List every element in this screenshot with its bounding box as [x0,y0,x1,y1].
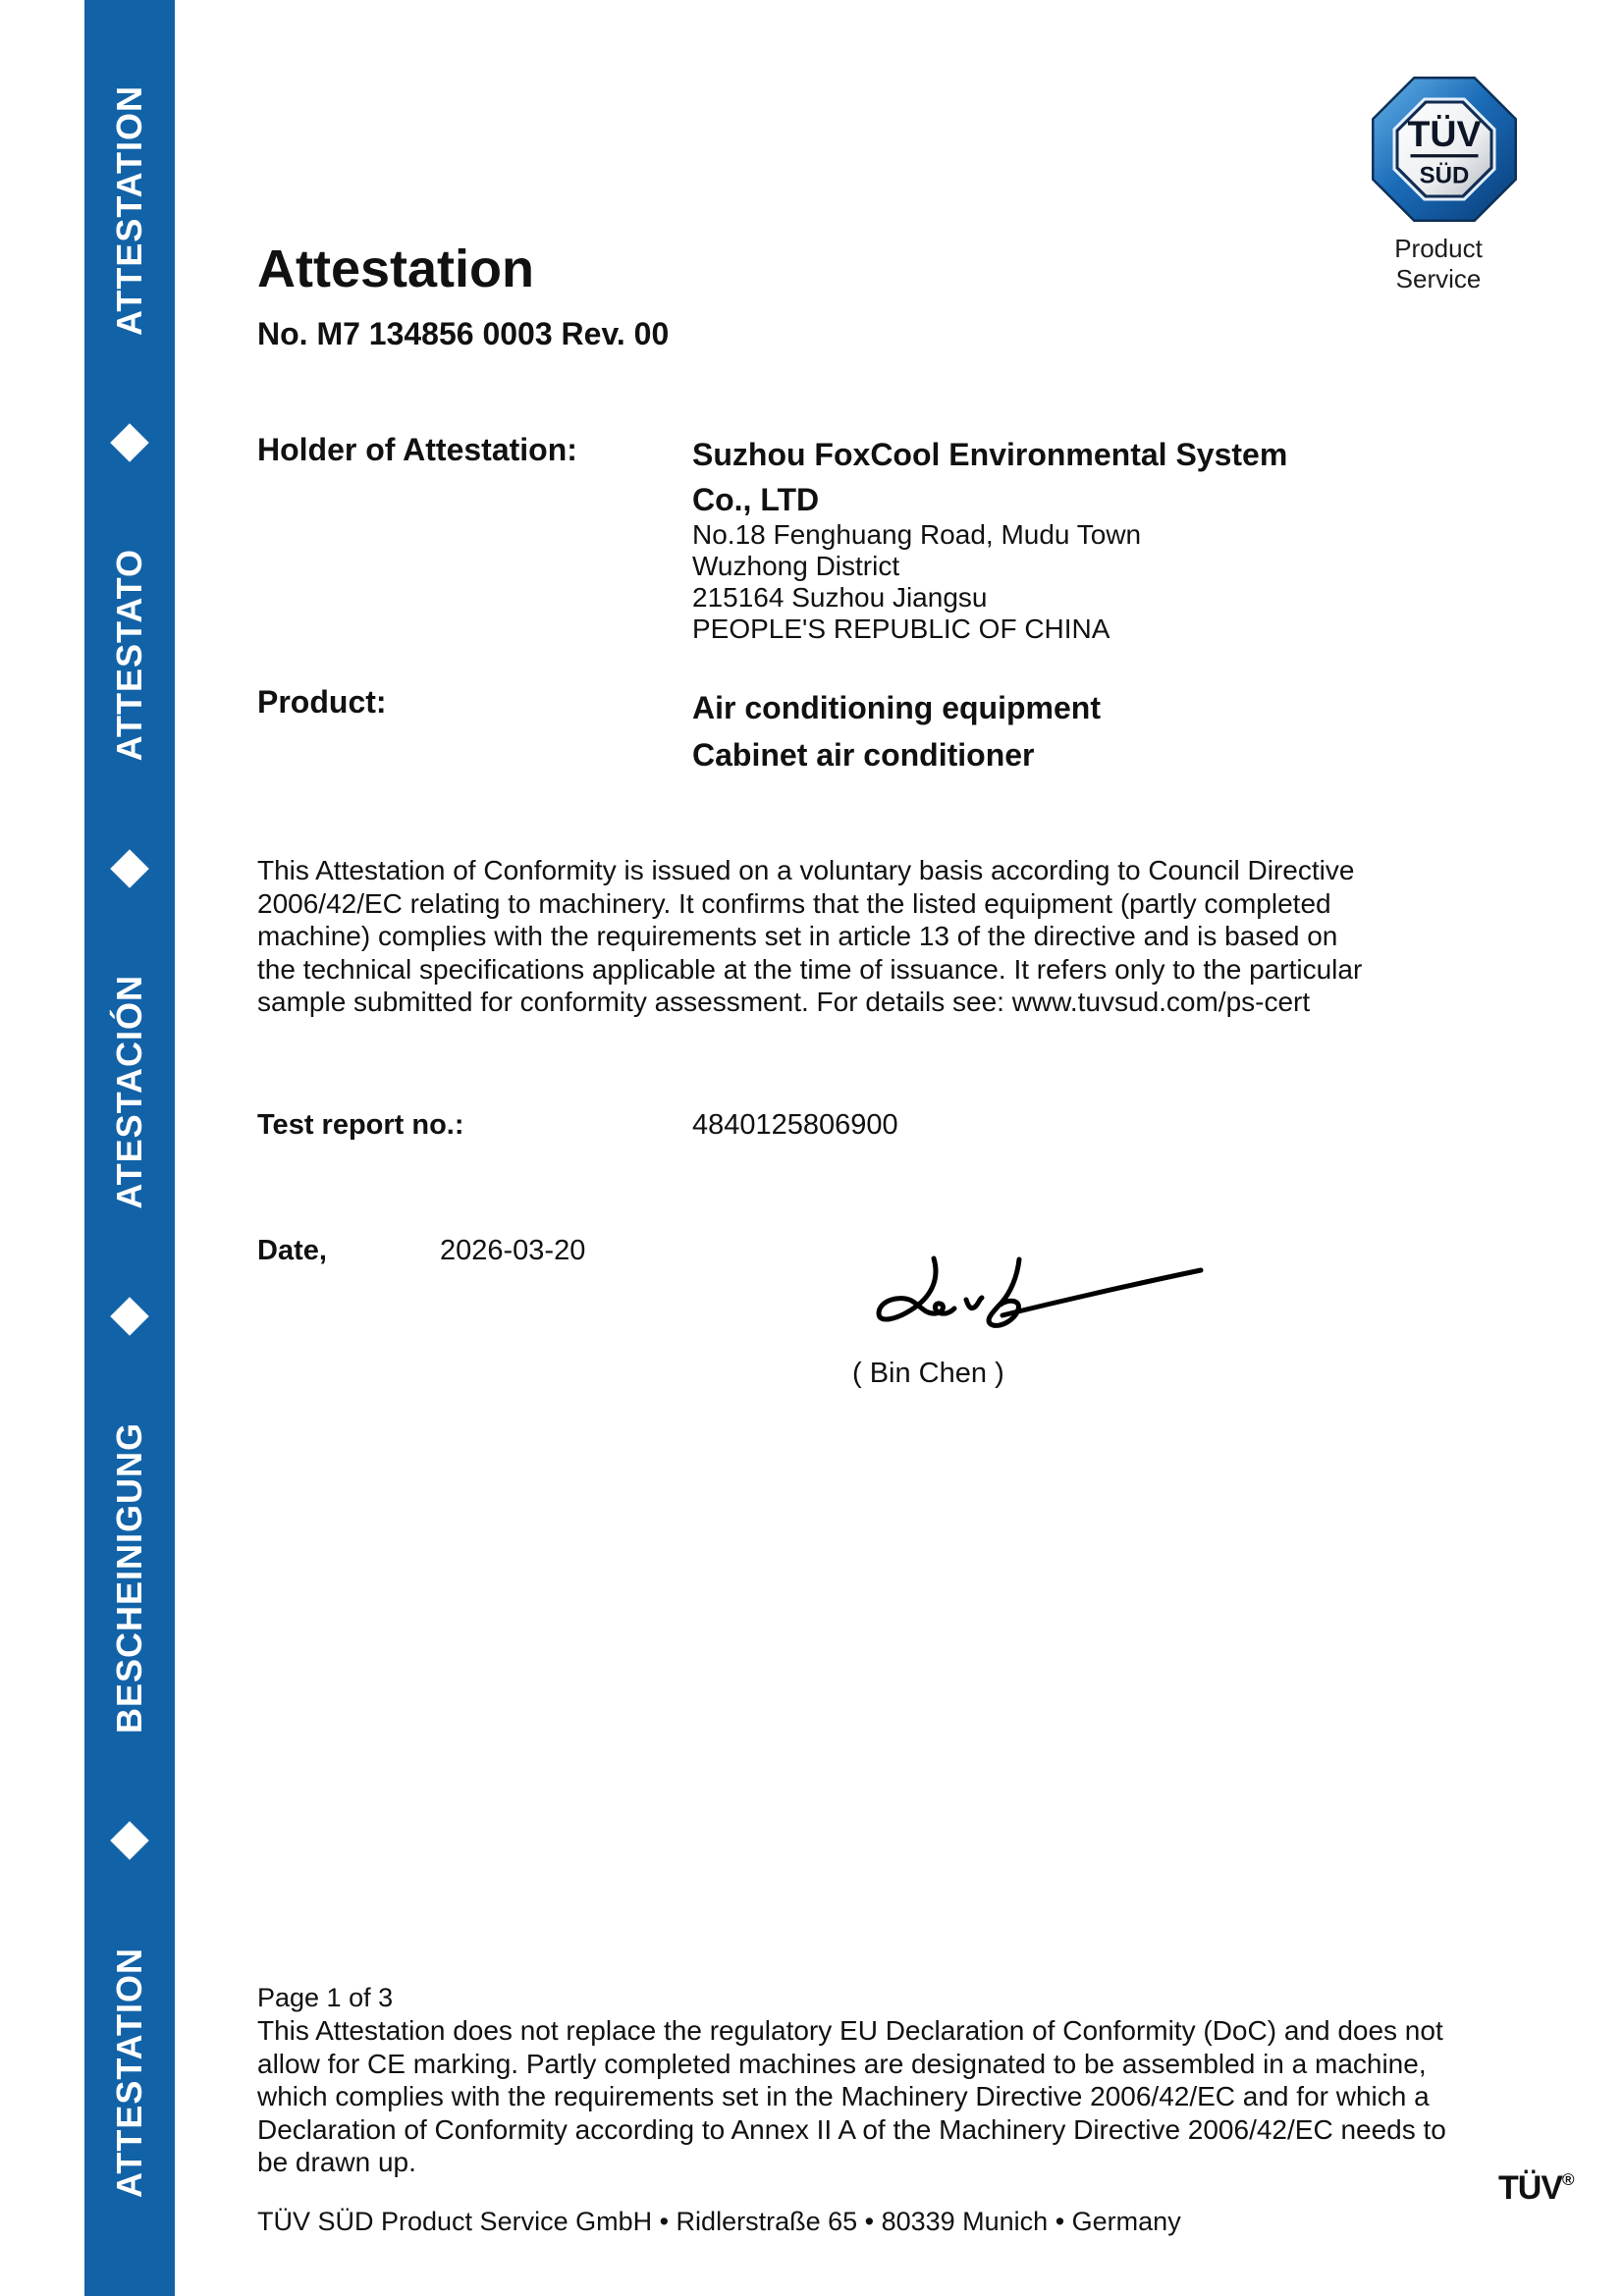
attestation-number: No. M7 134856 0003 Rev. 00 [257,316,670,351]
test-report-number: 4840125806900 [692,1109,898,1141]
product-line: Cabinet air conditioner [692,737,1035,773]
holder-address-line: PEOPLE'S REPUBLIC OF CHINA [692,614,1110,644]
statement-line: 2006/42/EC relating to machinery. It confirms that the listed equipment (partly completed [257,887,1331,919]
test-report-label: Test report no.: [257,1109,464,1141]
date-value: 2026-03-20 [440,1235,586,1266]
disclaimer-line: This Attestation does not replace the regulatory EU Declaration of Conformity (DoC) and does not [257,2015,1443,2046]
diamond-separator-icon [110,1297,149,1336]
holder-name-line1: Suzhou FoxCool Environmental System [692,437,1288,472]
registered-trademark-icon: ® [1562,2170,1575,2189]
page-title: Attestation [257,240,534,298]
page-number: Page 1 of 3 [257,1983,394,2012]
holder-name-line2: Co., LTD [692,482,820,517]
statement-line: the technical specifications applicable at the time of issuance. It refers only to the particular [257,953,1363,985]
sidebar-label-attestation-top: ATTESTATION [109,85,149,336]
statement-line: sample submitted for conformity assessment. For details see: www.tuvsud.com/ps-cert [257,987,1311,1017]
sidebar-label-bescheinigung: BESCHEINIGUNG [109,1422,149,1735]
date-label: Date, [257,1235,327,1266]
tuv-wordmark-text: TÜV [1498,2169,1562,2207]
holder-address-line: No.18 Fenghuang Road, Mudu Town [692,519,1142,550]
logo-sud-text: SÜD [1419,162,1470,189]
holder-address-line: 215164 Suzhou Jiangsu [692,582,988,613]
logo-caption: Product Service [1394,234,1483,294]
sidebar-label-attestation-bottom: ATTESTATION [109,1947,149,2198]
signature-image [872,1247,1211,1345]
product-value [692,684,1101,778]
signatory-name: ( Bin Chen ) [852,1358,1004,1389]
holder-address-line: Wuzhong District [692,551,900,581]
sidebar-label-atestacion: ATESTACIÓN [109,975,149,1209]
disclaimer-paragraph [257,2014,1446,2179]
disclaimer-line: which complies with the requirements set in the Machinery Directive 2006/42/EC and for which a [257,2081,1430,2111]
sidebar-band [84,0,175,2296]
product-line: Air conditioning equipment [692,690,1101,725]
conformity-statement [257,854,1362,1019]
diamond-separator-icon [110,849,149,888]
product-label: Product: [257,684,387,720]
sidebar-label-attestato: ATTESTATO [109,549,149,762]
disclaimer-line: allow for CE marking. Partly completed machines are designated to be assembled in a machine, [257,2048,1427,2079]
issuer-address-line: TÜV SÜD Product Service GmbH • Ridlerstraße 65 • 80339 Munich • Germany [257,2207,1181,2236]
statement-line: machine) complies with the requirements set in article 13 of the directive and is based on [257,921,1338,951]
diamond-separator-icon [110,423,149,462]
holder-address [692,519,1141,645]
logo-tuv-text: TÜV [1407,113,1482,154]
disclaimer-line: Declaration of Conformity according to Annex II A of the Machinery Directive 2006/42/EC needs to [257,2113,1446,2145]
disclaimer-line: be drawn up. [257,2147,416,2177]
tuv-sud-octagon-logo-icon [1371,75,1518,224]
diamond-separator-icon [110,1821,149,1860]
holder-label: Holder of Attestation: [257,432,577,467]
holder-name [692,432,1287,522]
tuv-wordmark [1498,2169,1575,2208]
statement-line: This Attestation of Conformity is issued on a voluntary basis according to Council Directive [257,855,1355,885]
